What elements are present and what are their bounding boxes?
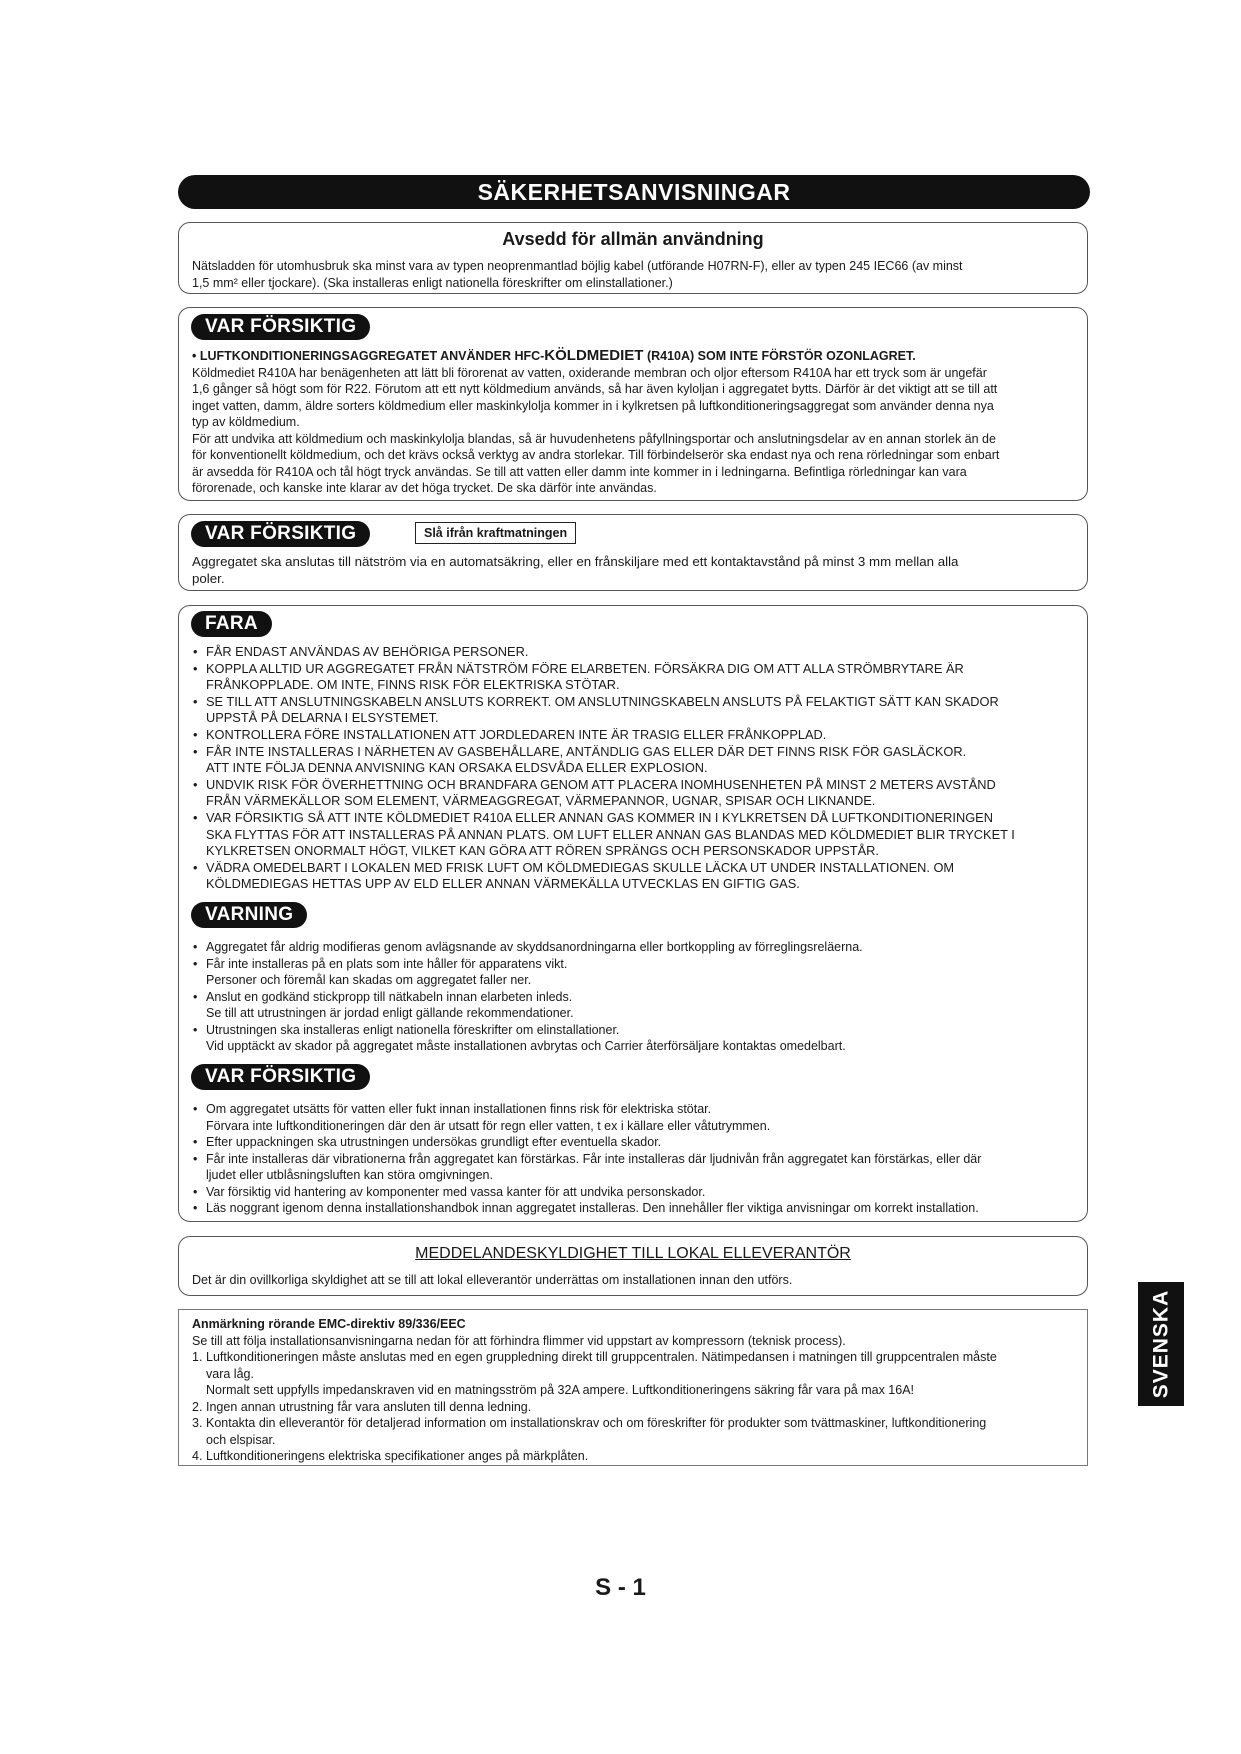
danger-item: • KONTROLLERA FÖRE INSTALLATIONEN ATT JORDLEDAREN INTE ÄR TRASIG ELLER FRÅNKOPPLAD. (192, 727, 1075, 744)
general-use-text (192, 258, 1075, 291)
caution-line: Köldmediet R410A har benägenheten att lätt bli förorenat av vatten, oxiderande membran och oljor eftersom R410A har ett tryck som är ungefär (192, 365, 987, 380)
caution-power-line: poler. (192, 570, 225, 586)
general-use-heading: Avsedd för allmän användning (502, 229, 764, 249)
general-use-line: 1,5 mm² eller tjockare). (Ska installeras enligt nationella föreskrifter om elinstallationer.) (192, 275, 673, 290)
caution-line: förorenade, och kanske inte klarar av det höga trycket. De ska därför inte användas. (192, 481, 657, 495)
caution-power-line: Aggregatet ska anslutas till nätström via en automatsäkring, eller en frånskiljare med ett kontaktavstånd på minst 3 mm mellan alla (192, 554, 959, 569)
caution-item: • Läs noggrant igenom denna installationshandbok innan aggregatet installeras. Den innehåller fler viktiga anvisningar om korrekt installation. (192, 1200, 1075, 1217)
caution-label: VAR FÖRSIKTIG (191, 1064, 370, 1090)
caution-item: • Får inte installeras där vibrationerna från aggregatet kan förstärkas. Får inte installeras där ljudnivån från aggregatet kan förstärkas, eller där ljudet eller utblåsningsluften kan störa omgivningen. (192, 1151, 1075, 1184)
emc-item: 4. Luftkonditioneringens elektriska specifikationer anges på märkplåten. (192, 1449, 589, 1463)
emc-list (192, 1349, 1075, 1465)
caution-power-section (178, 514, 1088, 591)
warning-item: • Aggregatet får aldrig modifieras genom avlägsnande av skyddsanordningarna eller bortkoppling av förreglingsreläerna. (192, 939, 1075, 956)
emc-heading: Anmärkning rörande EMC-direktiv 89/336/EEC (192, 1317, 466, 1331)
caution-list (192, 1101, 1075, 1217)
caution-label: VAR FÖRSIKTIG (191, 314, 370, 340)
emc-item: 1. Luftkonditioneringen måste anslutas med en egen gruppledning direkt till gruppcentralen. Nätimpedansen i matningen till gruppcentralen måste vara låg. Normalt sett uppfylls impedanskraven vid en matningsström på 32A ampere. Luftkonditioneringens säkring får vara på max 16A! (192, 1350, 997, 1397)
caution-refrigerant-bullet: • LUFTKONDITIONERINGSAGGREGATET ANVÄNDER HFC-KÖLDMEDIET (R410A) SOM INTE FÖRSTÖR OZONLAGRET. (192, 347, 916, 364)
caution-line: typ av köldmedium. (192, 415, 300, 429)
bullet-part: (R410A) SOM INTE FÖRSTÖR OZONLAGRET. (643, 349, 916, 363)
danger-list (192, 644, 1075, 893)
page-title: SÄKERHETSANVISNINGAR (178, 175, 1090, 209)
caution-refrigerant-text (192, 348, 1075, 497)
caution-refrigerant-section (178, 307, 1088, 501)
bullet-part: LUFTKONDITIONERINGSAGGREGATET ANVÄNDER HFC- (199, 349, 545, 363)
danger-item: • VÄDRA OMEDELBART I LOKALEN MED FRISK LUFT OM KÖLDMEDIEGAS SKULLE LÄCKA UT UNDER INSTALLATIONEN. OM KÖLDMEDIEGAS HETTAS UPP AV ELD ELLER ANNAN VÄRMEKÄLLA UTVECKLAS EN GIFTIG GAS. (192, 860, 1075, 893)
caution-line: för konventionellt köldmedium, och det krävs också verktyg av andra storlekar. Till förbindelserör ska endast nya och rena rörledningar som enbart (192, 448, 1000, 462)
warning-label: VARNING (191, 902, 307, 928)
general-use-section (178, 222, 1088, 294)
danger-item: • FÅR ENDAST ANVÄNDAS AV BEHÖRIGA PERSONER. (192, 644, 1075, 661)
caution-item: • Efter uppackningen ska utrustningen undersökas grundligt efter eventuella skador. (192, 1134, 1075, 1151)
language-tab-label: SVENSKA (1149, 1289, 1172, 1399)
emc-note-section (178, 1309, 1088, 1466)
warning-item: • Anslut en godkänd stickpropp till nätkabeln innan elarbeten inleds. Se till att utrustningen är jordad enligt gällande rekommendationer. (192, 989, 1075, 1022)
supplier-notice-heading: MEDDELANDESKYLDIGHET TILL LOKAL ELLEVERANTÖR (415, 1245, 851, 1262)
danger-label: FARA (191, 611, 272, 637)
danger-item: • SE TILL ATT ANSLUTNINGSKABELN ANSLUTS KORREKT. OM ANSLUTNINGSKABELN ANSLUTS PÅ FELAKTIGT SÄTT KAN SKADOR UPPSTÅ PÅ DELARNA I ELSYSTEMET. (192, 694, 1075, 727)
caution-label: VAR FÖRSIKTIG (191, 521, 370, 547)
language-tab (1138, 1282, 1184, 1406)
danger-warning-section (178, 605, 1088, 1222)
warning-item: • Får inte installeras på en plats som inte håller för apparatens vikt. Personer och föremål kan skadas om aggregatet faller ner. (192, 956, 1075, 989)
bullet-part-large: KÖLDMEDIET (544, 347, 644, 364)
emc-item: 3. Kontakta din elleverantör för detaljerad information om installationskrav och om föreskrifter för produkter som tvättmaskiner, luftkonditionering och elspisar. (192, 1416, 987, 1447)
caution-line: 1,6 gånger så högt som för R22. Förutom att ett nytt köldmedium används, så har även kyloljan i aggregatet bytts. Därför är det viktigt att se till att (192, 382, 998, 396)
emc-item: 2. Ingen annan utrustning får vara ansluten till denna ledning. (192, 1399, 532, 1414)
caution-power-text (192, 554, 1075, 587)
caution-line: För att undvika att köldmedium och maskinkylolja blandas, så är huvudenhetens påfyllningsportar och anslutningsdelar av en annan storlek än de (192, 431, 996, 446)
emc-intro: Se till att följa installationsanvisningarna nedan för att förhindra flimmer vid uppstart av kompressorn (teknisk process). (192, 1333, 846, 1348)
danger-item: • VAR FÖRSIKTIG SÅ ATT INTE KÖLDMEDIET R410A ELLER ANNAN GAS KOMMER IN I KYLKRETSEN DÅ LUFTKONDITIONERINGEN SKA FLYTTAS FÖR ATT INSTALLERAS PÅ ANNAN PLATS. OM LUFT ELLER ANNAN GAS BLANDAS MED KÖLDMEDIET BLIR TRYCKET I KYLKRETSEN ONORMALT HÖGT, VILKET KAN GÖRA ATT RÖREN SPRÄNGS OCH PERSONSKADOR UPPSTÅR. (192, 810, 1075, 860)
danger-item: • FÅR INTE INSTALLERAS I NÄRHETEN AV GASBEHÅLLARE, ANTÄNDLIG GAS ELLER DÄR DET FINNS RISK FÖR GASLÄCKOR. ATT INTE FÖLJA DENNA ANVISNING KAN ORSAKA ELDSVÅDA ELLER EXPLOSION. (192, 744, 1075, 777)
warning-item: • Utrustningen ska installeras enligt nationella föreskrifter om elinstallationer. Vid upptäckt av skador på aggregatet måste installationen avbrytas och Carrier återförsäljare kontaktas omedelbart. (192, 1022, 1075, 1055)
supplier-notice-section (178, 1236, 1088, 1296)
danger-item: • KOPPLA ALLTID UR AGGREGATET FRÅN NÄTSTRÖM FÖRE ELARBETEN. FÖRSÄKRA DIG OM ATT ALLA STRÖMBRYTARE ÄR FRÅNKOPPLADE. OM INTE, FINNS RISK FÖR ELEKTRISKA STÖTAR. (192, 661, 1075, 694)
caution-line: är avsedda för R410A och tål högt tryck användas. Se till att vatten eller damm inte kommer in i ledningarna. Befintliga rörledningar kan vara (192, 464, 967, 479)
caution-line: inget vatten, damm, äldre sorters köldmedium eller maskinkylolja kommer in i kylkretsen på luftkonditioneringsaggregat som använder denna nya (192, 398, 994, 413)
emc-note-content (192, 1316, 1075, 1465)
page-number: S - 1 (595, 1574, 646, 1601)
supplier-notice-text: Det är din ovillkorliga skyldighet att se till att lokal elleverantör underrättas om installationen innan den utförs. (192, 1273, 793, 1287)
danger-item: • UNDVIK RISK FÖR ÖVERHETTNING OCH BRANDFARA GENOM ATT PLACERA INOMHUSENHETEN PÅ MINST 2 METERS AVSTÅND FRÅN VÄRMEKÄLLOR SOM ELEMENT, VÄRMEAGGREGAT, VÄRMEPANNOR, UGNAR, SPISAR OCH LIKNANDE. (192, 777, 1075, 810)
caution-item: • Var försiktig vid hantering av komponenter med vassa kanter för att undvika personskador. (192, 1184, 1075, 1201)
general-use-line: Nätsladden för utomhusbruk ska minst vara av typen neoprenmantlad böjlig kabel (utförande H07RN-F), eller av typen 245 IEC66 (av minst (192, 259, 963, 273)
warning-list (192, 939, 1075, 1055)
caution-item: • Om aggregatet utsätts för vatten eller fukt innan installationen finns risk för elektriska stötar. Förvara inte luftkonditioneringen där den är utsatt för regn eller vatten, t ex i källare eller våtutrymmen. (192, 1101, 1075, 1134)
power-off-tag: Slå ifrån kraftmatningen (415, 522, 576, 544)
